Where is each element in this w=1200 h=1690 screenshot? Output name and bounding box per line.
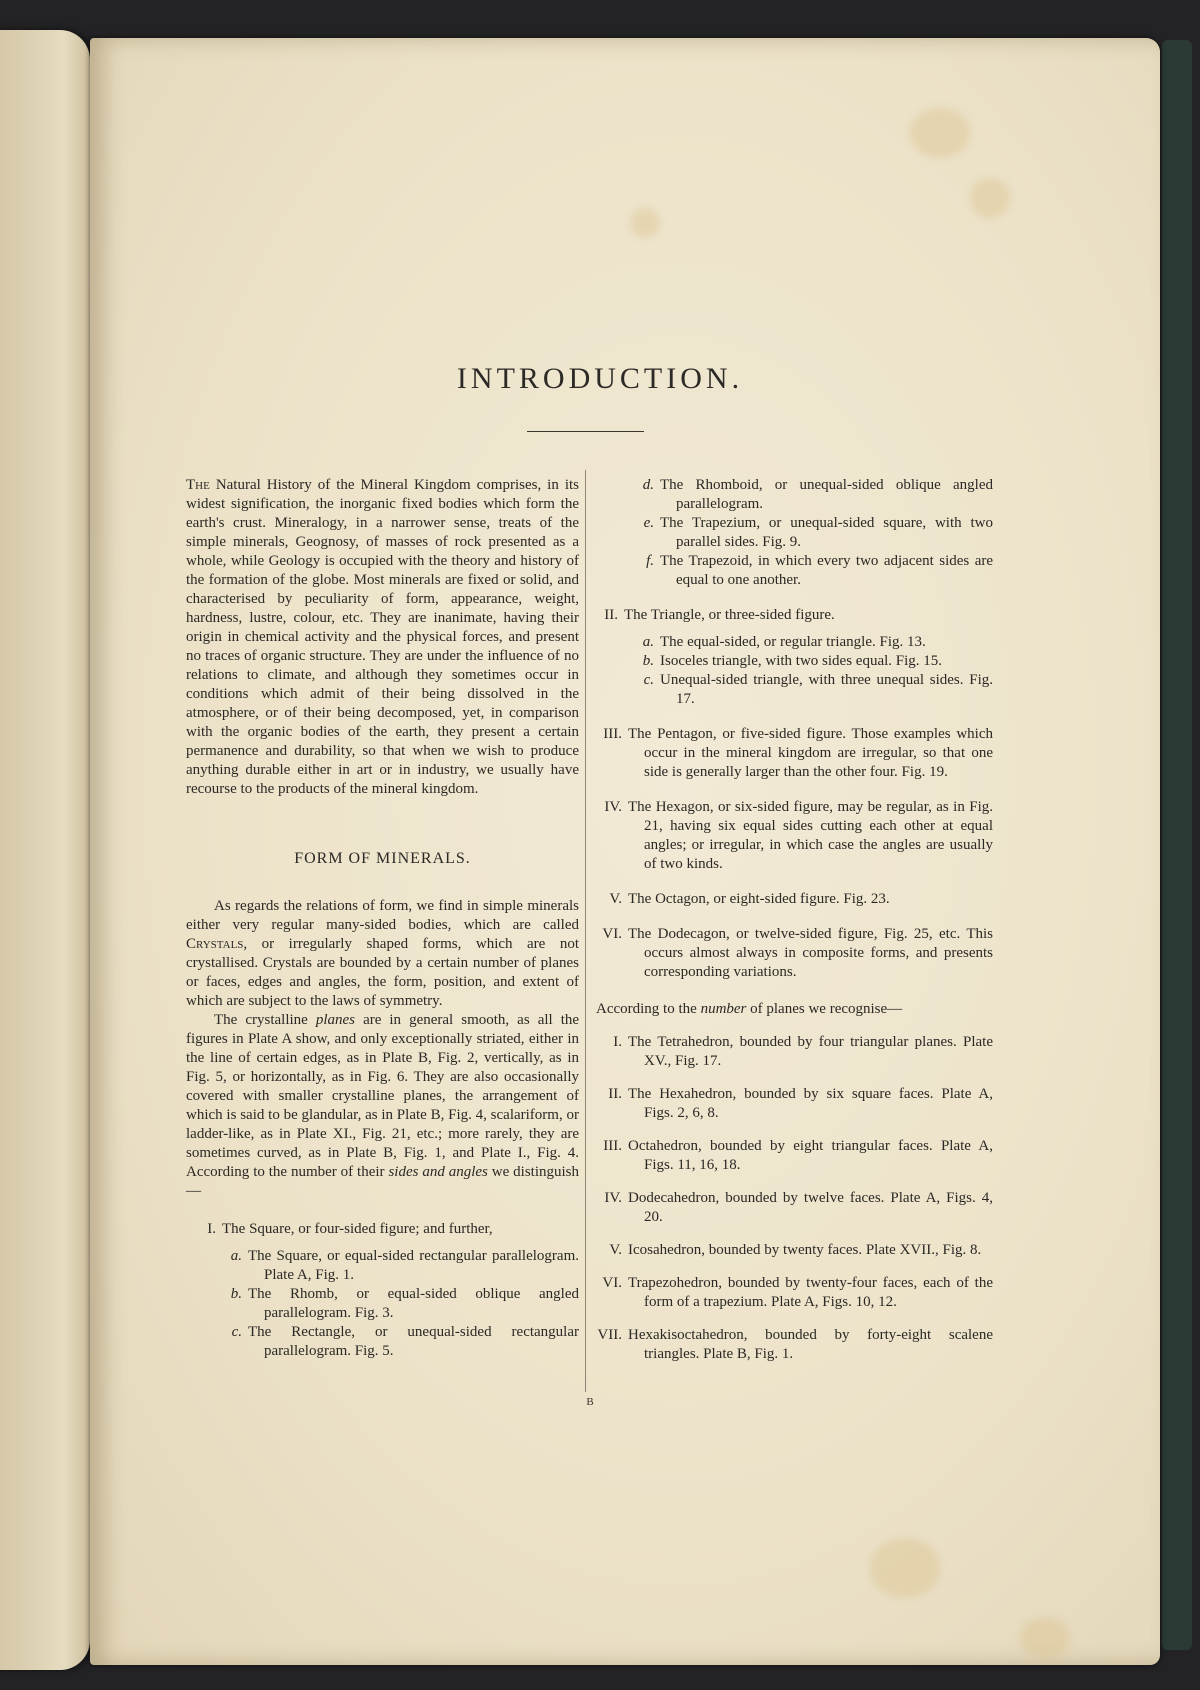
item-numeral: IV. [604,1190,622,1206]
sub-item-text: The Rectangle, or unequal-sided rectangular parallelogram. Fig. 5. [248,1324,579,1359]
book-cover-edge [1162,40,1192,1650]
numbered-list-item [596,925,993,982]
foxing-stain [870,1538,940,1598]
sub-item-letter: f. [646,553,654,569]
form-p2-text-b: are in general smooth, as all the figures in Plate A show, and only exceptionally striated, either in the line of certain edges, as in Plate B, Fig. 2, vertically, as in Fig. 5, or horizontally, as in Fig. 6. They are also occasionally covered with smaller crystalline planes, the arrangement of which is said to be glandular, as in Plate B, Fig. 4, scalariform, or ladder-like, as in Plate XI., Fig. 21, etc.; more rarely, they are sometimes curved, as in Plate B, Fig. 1, and Plate I., Fig. 4. According to the number of their [186,1012,580,1180]
form-paragraph-2 [186,1011,579,1201]
numbered-list-item [596,1241,993,1260]
page-title: INTRODUCTION. [456,362,744,395]
triangle-numeral: II. [604,607,618,623]
sub-list-item [186,1285,579,1323]
numbered-list-item [596,890,993,909]
foxing-stain [970,178,1010,218]
title-rule [527,431,644,432]
sub-list-item [596,633,993,652]
numbered-list-item [596,1033,993,1071]
sub-item-letter: d. [642,477,654,493]
figure-list [596,725,993,982]
form-p1-text-a: As regards the relations of form, we find in simple minerals either very regular many-sided bodies, which are called [186,898,579,933]
item-text: The Tetrahedron, bounded by four triangular planes. Plate XV., Fig. 17. [628,1034,993,1069]
sub-item-letter: c. [643,672,654,688]
column-divider [585,470,586,1392]
solid-list [596,1033,993,1364]
numbered-list-item [596,1189,993,1227]
sub-item-letter: e. [643,515,654,531]
intro-lead: The [186,477,210,493]
form-p1-text-b: , or irregularly shaped forms, which are not crystallised. Crystals are bounded by a certain number of planes or faces, edges and angles, the form, position, and extent of which are subject to the laws of symmetry. [186,936,579,1009]
item-text: The Hexagon, or six-sided figure, may be regular, as in Fig. 21, having six equal sides cutting each other at equal angles; or irregular, in which case the angles are usually of two kinds. [628,799,993,872]
sub-item-text: The Trapezium, or unequal-sided square, with two parallel sides. Fig. 9. [660,515,993,550]
square-item [186,1220,579,1239]
item-numeral: II. [608,1086,622,1102]
item-numeral: I. [613,1034,622,1050]
sub-item-letter: c. [231,1324,242,1340]
foxing-stain [1020,1618,1070,1658]
item-numeral: V. [609,1242,622,1258]
number-term: number [700,1001,747,1017]
sub-item-text: The Rhomboid, or unequal-sided oblique angled parallelogram. [660,477,993,512]
sub-item-letter: a. [642,634,654,650]
form-p2-text-a: The crystalline [214,1012,308,1028]
sub-list-item [596,652,993,671]
sub-list-item [596,671,993,709]
square-sub-list [186,1247,579,1361]
triangle-item [596,606,993,625]
sub-item-letter: a. [230,1248,242,1264]
item-numeral: V. [609,891,622,907]
item-numeral: III. [603,726,622,742]
item-text: Trapezohedron, bounded by twenty-four faces, each of the form of a trapezium. Plate A, Figs. 10, 12. [628,1275,993,1310]
item-numeral: VII. [597,1327,622,1343]
sub-item-letter: b. [642,653,654,669]
sub-list-item [186,1323,579,1361]
sub-item-text: The Rhomb, or equal-sided oblique angled parallelogram. Fig. 3. [248,1286,579,1321]
left-column [186,476,579,1361]
item-text: The Pentagon, or five-sided figure. Those examples which occur in the mineral kingdom are irregular, so that one side is generally larger than the other four. Fig. 19. [628,726,993,780]
crystals-term: Crystals [186,936,244,952]
sides-angles-term: sides and angles [388,1164,488,1180]
item-text: The Octagon, or eight-sided figure. Fig. 23. [628,891,890,907]
section-heading: FORM OF MINERALS. [294,850,471,867]
item-numeral: VI. [602,926,622,942]
planes-term: planes [315,1012,356,1028]
item-numeral: IV. [604,799,622,815]
sub-item-text: The Trapezoid, in which every two adjacent sides are equal to one another. [660,553,993,588]
item-numeral: III. [603,1138,622,1154]
right-column [596,476,993,1364]
sub-list-item [596,552,993,590]
numbered-list-item [596,725,993,782]
numbered-list-item [596,1326,993,1364]
item-text: Octahedron, bounded by eight triangular faces. Plate A, Figs. 11, 16, 18. [628,1138,993,1173]
planes-intro-text-a: According to the [596,1001,697,1017]
intro-text: Natural History of the Mineral Kingdom comprises, in its widest signification, the inorganic fixed bodies which form the earth's crust. Mineralogy, in a narrower sense, treats of the simple minerals, Geognosy, of masses of rock presented as a whole, while Geology is occupied with the theory and history of the formation of the globe. Most minerals are fixed or solid, and characterised by peculiarity of form, appearance, weight, hardness, lustre, colour, etc. They are inanimate, having their origin in chemical activity and the physical forces, and present no traces of organic structure. They are under the influence of no relations to climate, and although they sometimes occur in conditions which admit of their being dissolved in the atmosphere, or of their being decomposed, yet, in comparison with the organic bodies of the earth, they present a certain permanence and durability, so that when we wish to produce anything durable either in art or in industry, we usually have recourse to the products of the mineral kingdom. [186,477,580,797]
numbered-list-item [596,1274,993,1312]
item-text: Dodecahedron, bounded by twelve faces. Plate A, Figs. 4, 20. [628,1190,993,1225]
sub-list-item [186,1247,579,1285]
numbered-list-item [596,1137,993,1175]
triangle-text: The Triangle, or three-sided figure. [624,607,835,623]
planes-intro [596,1000,993,1019]
planes-intro-text-b: of planes we recognise— [750,1001,903,1017]
form-p2-text-c: we distinguish— [186,1164,580,1199]
numbered-list-item [596,798,993,874]
item-text: Icosahedron, bounded by twenty faces. Plate XVII., Fig. 8. [628,1242,982,1258]
sub-item-text: Isoceles triangle, with two sides equal. Fig. 15. [660,653,943,669]
square-numeral: I. [207,1221,216,1237]
facing-page-edge [0,30,90,1670]
sub-item-letter: b. [230,1286,242,1302]
item-text: Hexakisoctahedron, bounded by forty-eight scalene triangles. Plate B, Fig. 1. [628,1327,993,1362]
numbered-list-item [596,1085,993,1123]
sub-list-item [596,476,993,514]
sub-item-text: Unequal-sided triangle, with three unequal sides. Fig. 17. [660,672,993,707]
sub-item-text: The Square, or equal-sided rectangular parallelogram. Plate A, Fig. 1. [248,1248,579,1283]
triangle-sub-list [596,633,993,709]
item-numeral: VI. [602,1275,622,1291]
signature-mark: B [586,1396,594,1408]
sub-item-text: The equal-sided, or regular triangle. Fig. 13. [660,634,926,650]
sub-list-item [596,514,993,552]
form-paragraph-1 [186,897,579,1011]
square-sub-list-continued [596,476,993,590]
item-text: The Hexahedron, bounded by six square faces. Plate A, Figs. 2, 6, 8. [628,1086,993,1121]
item-text: The Dodecagon, or twelve-sided figure, Fig. 25, etc. This occurs almost always in composite forms, and presents corresponding variations. [628,926,993,980]
square-text: The Square, or four-sided figure; and further, [222,1221,493,1237]
intro-paragraph [186,476,579,799]
foxing-stain [630,208,660,238]
foxing-stain [910,108,970,158]
